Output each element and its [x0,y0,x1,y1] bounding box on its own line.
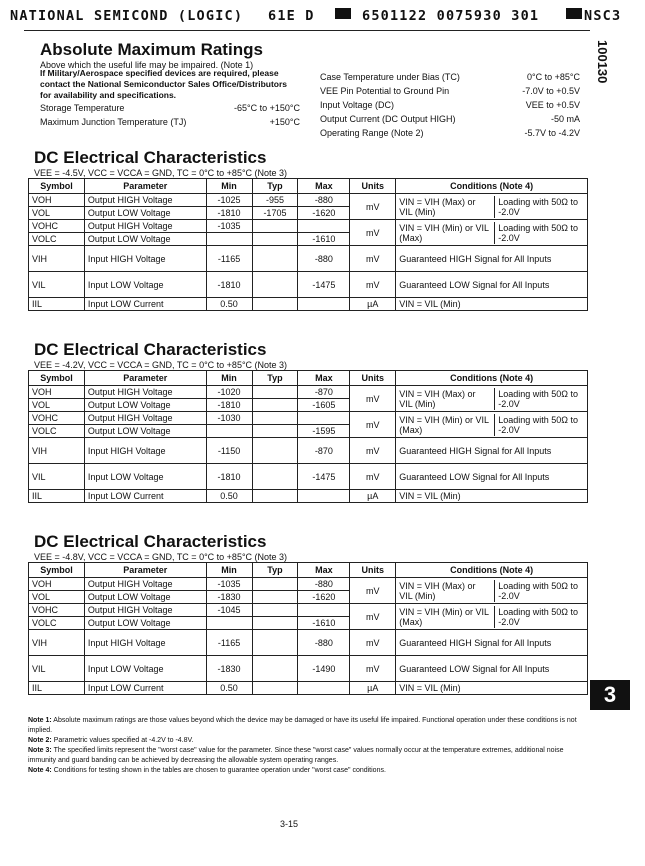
abs-max-left [40,68,300,131]
header-code-1: 61E D [268,8,315,24]
units-cell: mV [350,220,396,246]
dc-section [34,340,287,370]
dc-title: DC Electrical Characteristics [34,532,267,551]
column-header: Parameter [84,179,206,194]
note-item [28,716,588,736]
min-cell: -1035 [206,220,252,233]
dc-conditions: VEE = -4.5V, VCC = VCCA = GND, TC = 0°C to +85°C (Note 3) [34,168,288,178]
symbol-cell: IIL [29,298,85,311]
units-cell: mV [350,656,396,682]
min-cell: 0.50 [206,490,252,503]
parameter-cell: Output LOW Voltage [84,591,206,604]
typ-cell [252,246,298,272]
max-cell: -880 [298,246,350,272]
top-rule [24,30,590,31]
column-header: Conditions (Note 4) [396,563,588,578]
note-item [28,736,588,746]
conditions-cell: Guaranteed LOW Signal for All Inputs [396,656,588,682]
condition-vin: VIN = VIH (Max) or VIL (Min) [396,388,495,410]
dc-table [28,562,588,695]
header-code-2: 6501122 0075930 301 [362,8,540,24]
parameter-cell: Input LOW Current [84,682,206,695]
note-item [28,746,588,766]
table-row [29,490,588,503]
conditions-cell [396,578,588,604]
condition-loading: Loading with 50Ω to -2.0V [498,580,579,601]
min-cell: -1035 [206,578,252,591]
storage-row [40,103,300,117]
dc-title: DC Electrical Characteristics [34,148,267,167]
condition-vin: VIN = VIH (Max) or VIL (Min) [396,580,495,602]
max-cell: -870 [298,386,350,399]
typ-cell [252,682,298,695]
abs-max-row [320,128,580,142]
table-row [29,656,588,682]
condition-vin: VIN = VIH (Max) or VIL (Min) [396,196,495,218]
column-header: Min [206,179,252,194]
dc-section [34,532,287,562]
table-row [29,630,588,656]
abs-max-row [320,114,580,128]
notes [28,716,588,776]
typ-cell [252,272,298,298]
conditions-cell: Guaranteed HIGH Signal for All Inputs [396,246,588,272]
abs-max-row-value: VEE to +0.5V [525,100,580,110]
conditions-cell [396,220,588,246]
typ-cell: -1705 [252,207,298,220]
condition-vin: VIN = VIH (Min) or VIL (Max) [396,414,495,436]
min-cell: -1150 [206,438,252,464]
min-cell [206,425,252,438]
max-cell: -1610 [298,233,350,246]
table-row [29,464,588,490]
parameter-cell: Output LOW Voltage [84,617,206,630]
symbol-cell: VIH [29,438,85,464]
parameter-cell: Output HIGH Voltage [84,604,206,617]
condition-loading: Loading with 50Ω to -2.0V [498,606,579,627]
min-cell [206,233,252,246]
typ-cell [252,617,298,630]
abs-max-row-label: Operating Range (Note 2) [320,128,424,138]
symbol-cell: VOH [29,194,85,207]
abs-max-row-label: VEE Pin Potential to Ground Pin [320,86,450,96]
min-cell: -1165 [206,246,252,272]
typ-cell [252,399,298,412]
max-cell: -1490 [298,656,350,682]
typ-cell [252,490,298,503]
column-header: Parameter [84,563,206,578]
table-row [29,272,588,298]
condition-loading: Loading with 50Ω to -2.0V [498,222,579,243]
min-cell: -1830 [206,591,252,604]
parameter-cell: Output HIGH Voltage [84,578,206,591]
conditions-cell [396,412,588,438]
parameter-cell: Output LOW Voltage [84,399,206,412]
dc-section [34,148,287,178]
header-code-3: NSC3 [584,8,622,24]
side-part-number: 100130 [595,40,610,84]
min-cell: -1810 [206,272,252,298]
note-text: The specified limits represent the "worst case" value for the parameter. Since these "worst case" values normally occur at the temperature extremes, additional noise immunity and guard banding can be achieved by decreasing the allowable system operating ranges. [28,747,564,764]
typ-cell: -955 [252,194,298,207]
parameter-cell: Output LOW Voltage [84,207,206,220]
abs-max-title: Absolute Maximum Ratings [40,40,263,59]
page-header [10,8,635,28]
column-header: Units [350,563,396,578]
company-name: NATIONAL SEMICOND (LOGIC) [10,8,244,24]
abs-max-row-label: Case Temperature under Bias (TC) [320,72,460,82]
abs-max-right [320,72,580,142]
symbol-cell: IIL [29,682,85,695]
abs-max-row-value: 0°C to +85°C [527,72,580,82]
min-cell: -1045 [206,604,252,617]
max-cell: -1475 [298,464,350,490]
symbol-cell: VOL [29,591,85,604]
conditions-cell: Guaranteed HIGH Signal for All Inputs [396,630,588,656]
storage-value: -65°C to +150°C [234,103,300,113]
abs-max-subtitle: Above which the useful life may be impaired. (Note 1) [40,60,254,70]
condition-vin: VIN = VIH (Min) or VIL (Max) [396,222,495,244]
units-cell: mV [350,246,396,272]
parameter-cell: Input HIGH Voltage [84,246,206,272]
abs-max-row-value: -5.7V to -4.2V [524,128,580,138]
column-header: Conditions (Note 4) [396,371,588,386]
storage-label: Storage Temperature [40,103,125,113]
min-cell: 0.50 [206,682,252,695]
column-header: Max [298,371,350,386]
column-header: Units [350,179,396,194]
condition-loading: Loading with 50Ω to -2.0V [498,414,579,435]
parameter-cell: Output LOW Voltage [84,233,206,246]
typ-cell [252,425,298,438]
units-cell: µA [350,490,396,503]
abs-max-row [320,100,580,114]
units-cell: mV [350,438,396,464]
typ-cell [252,438,298,464]
min-cell: -1810 [206,399,252,412]
max-cell [298,220,350,233]
conditions-cell: Guaranteed LOW Signal for All Inputs [396,272,588,298]
conditions-cell: VIN = VIL (Min) [396,682,588,695]
min-cell: -1810 [206,464,252,490]
units-cell: mV [350,386,396,412]
column-header: Conditions (Note 4) [396,179,588,194]
typ-cell [252,386,298,399]
column-header: Min [206,563,252,578]
table-row [29,386,588,399]
dc-title: DC Electrical Characteristics [34,340,267,359]
max-cell [298,604,350,617]
min-cell: 0.50 [206,298,252,311]
typ-cell [252,412,298,425]
symbol-cell: VIL [29,464,85,490]
typ-cell [252,233,298,246]
symbol-cell: VOH [29,386,85,399]
abs-max-row-label: Output Current (DC Output HIGH) [320,114,456,124]
conditions-cell [396,194,588,220]
typ-cell [252,464,298,490]
column-header: Max [298,179,350,194]
abs-max-row-value: -50 mA [550,114,580,124]
conditions-cell [396,386,588,412]
table-row [29,604,588,617]
min-cell: -1030 [206,412,252,425]
max-cell [298,490,350,503]
junction-label: Maximum Junction Temperature (TJ) [40,117,187,127]
table-row [29,438,588,464]
min-cell: -1025 [206,194,252,207]
condition-loading: Loading with 50Ω to -2.0V [498,196,579,217]
symbol-cell: VOL [29,207,85,220]
section-tab: 3 [590,680,630,710]
note-text: Parametric values specified at -4.2V to -4.8V. [53,737,194,744]
conditions-cell: VIN = VIL (Min) [396,490,588,503]
conditions-cell: VIN = VIL (Min) [396,298,588,311]
units-cell: mV [350,272,396,298]
note-label: Note 1: [28,717,52,724]
max-cell: -870 [298,438,350,464]
symbol-cell: IIL [29,490,85,503]
symbol-cell: VIH [29,246,85,272]
max-cell [298,682,350,695]
note-text: Absolute maximum ratings are those values beyond which the device may be damaged or have its useful life impaired. Functional operation under these conditions is not implied. [28,717,577,734]
column-header: Typ [252,563,298,578]
units-cell: µA [350,298,396,311]
column-header: Typ [252,179,298,194]
table-header-row [29,371,588,386]
conditions-cell [396,604,588,630]
note-label: Note 3: [28,747,52,754]
note-label: Note 4: [28,767,52,774]
parameter-cell: Input LOW Voltage [84,656,206,682]
parameter-cell: Input LOW Voltage [84,464,206,490]
junction-row [40,117,300,131]
min-cell: -1020 [206,386,252,399]
typ-cell [252,656,298,682]
table-row [29,220,588,233]
typ-cell [252,591,298,604]
symbol-cell: VIH [29,630,85,656]
table-header-row [29,179,588,194]
note-item [28,766,588,776]
conditions-cell: Guaranteed LOW Signal for All Inputs [396,464,588,490]
abs-max-row-label: Input Voltage (DC) [320,100,395,110]
column-header: Symbol [29,563,85,578]
column-header: Max [298,563,350,578]
parameter-cell: Input LOW Current [84,490,206,503]
table-row [29,298,588,311]
max-cell: -1620 [298,207,350,220]
units-cell: mV [350,464,396,490]
junction-value: +150°C [269,117,300,127]
table-row [29,246,588,272]
max-cell: -1605 [298,399,350,412]
units-cell: mV [350,630,396,656]
dc-conditions: VEE = -4.8V, VCC = VCCA = GND, TC = 0°C to +85°C (Note 3) [34,552,288,562]
column-header: Symbol [29,371,85,386]
column-header: Min [206,371,252,386]
max-cell: -880 [298,578,350,591]
column-header: Parameter [84,371,206,386]
abs-max-row [320,72,580,86]
condition-vin: VIN = VIH (Min) or VIL (Max) [396,606,495,628]
symbol-cell: VOHC [29,604,85,617]
units-cell: mV [350,194,396,220]
parameter-cell: Output HIGH Voltage [84,220,206,233]
typ-cell [252,604,298,617]
symbol-cell: VOH [29,578,85,591]
abs-max-row [320,86,580,100]
military-note: If Military/Aerospace specified devices are required, please contact the National Semiconductor Sales Office/Distributors for availability and specifications. [40,68,288,100]
max-cell [298,298,350,311]
max-cell [298,412,350,425]
symbol-cell: VOHC [29,220,85,233]
dc-conditions: VEE = -4.2V, VCC = VCCA = GND, TC = 0°C to +85°C (Note 3) [34,360,288,370]
page-number: 3-15 [280,819,299,829]
column-header: Typ [252,371,298,386]
table-row [29,194,588,207]
symbol-cell: VOLC [29,425,85,438]
parameter-cell: Input LOW Current [84,298,206,311]
max-cell: -1595 [298,425,350,438]
min-cell [206,617,252,630]
dc-table [28,178,588,311]
table-row [29,682,588,695]
parameter-cell: Output HIGH Voltage [84,386,206,399]
min-cell: -1165 [206,630,252,656]
typ-cell [252,630,298,656]
symbol-cell: VIL [29,272,85,298]
abs-max-section [40,40,263,70]
parameter-cell: Input HIGH Voltage [84,438,206,464]
table-row [29,578,588,591]
units-cell: mV [350,578,396,604]
column-header: Symbol [29,179,85,194]
note-label: Note 2: [28,737,52,744]
symbol-cell: VOLC [29,233,85,246]
table-header-row [29,563,588,578]
dc-table [28,370,588,503]
units-cell: mV [350,604,396,630]
max-cell: -1620 [298,591,350,604]
max-cell: -880 [298,630,350,656]
note-text: Conditions for testing shown in the tables are chosen to guarantee operation under "worst case" conditions. [53,767,386,774]
units-cell: mV [350,412,396,438]
symbol-cell: VOHC [29,412,85,425]
parameter-cell: Output LOW Voltage [84,425,206,438]
parameter-cell: Input LOW Voltage [84,272,206,298]
parameter-cell: Output HIGH Voltage [84,194,206,207]
abs-max-row-value: -7.0V to +0.5V [522,86,580,96]
max-cell: -1610 [298,617,350,630]
parameter-cell: Input HIGH Voltage [84,630,206,656]
conditions-cell: Guaranteed HIGH Signal for All Inputs [396,438,588,464]
condition-loading: Loading with 50Ω to -2.0V [498,388,579,409]
typ-cell [252,298,298,311]
typ-cell [252,578,298,591]
min-cell: -1830 [206,656,252,682]
parameter-cell: Output HIGH Voltage [84,412,206,425]
max-cell: -880 [298,194,350,207]
typ-cell [252,220,298,233]
column-header: Units [350,371,396,386]
units-cell: µA [350,682,396,695]
max-cell: -1475 [298,272,350,298]
symbol-cell: VOLC [29,617,85,630]
table-row [29,412,588,425]
symbol-cell: VIL [29,656,85,682]
symbol-cell: VOL [29,399,85,412]
min-cell: -1810 [206,207,252,220]
